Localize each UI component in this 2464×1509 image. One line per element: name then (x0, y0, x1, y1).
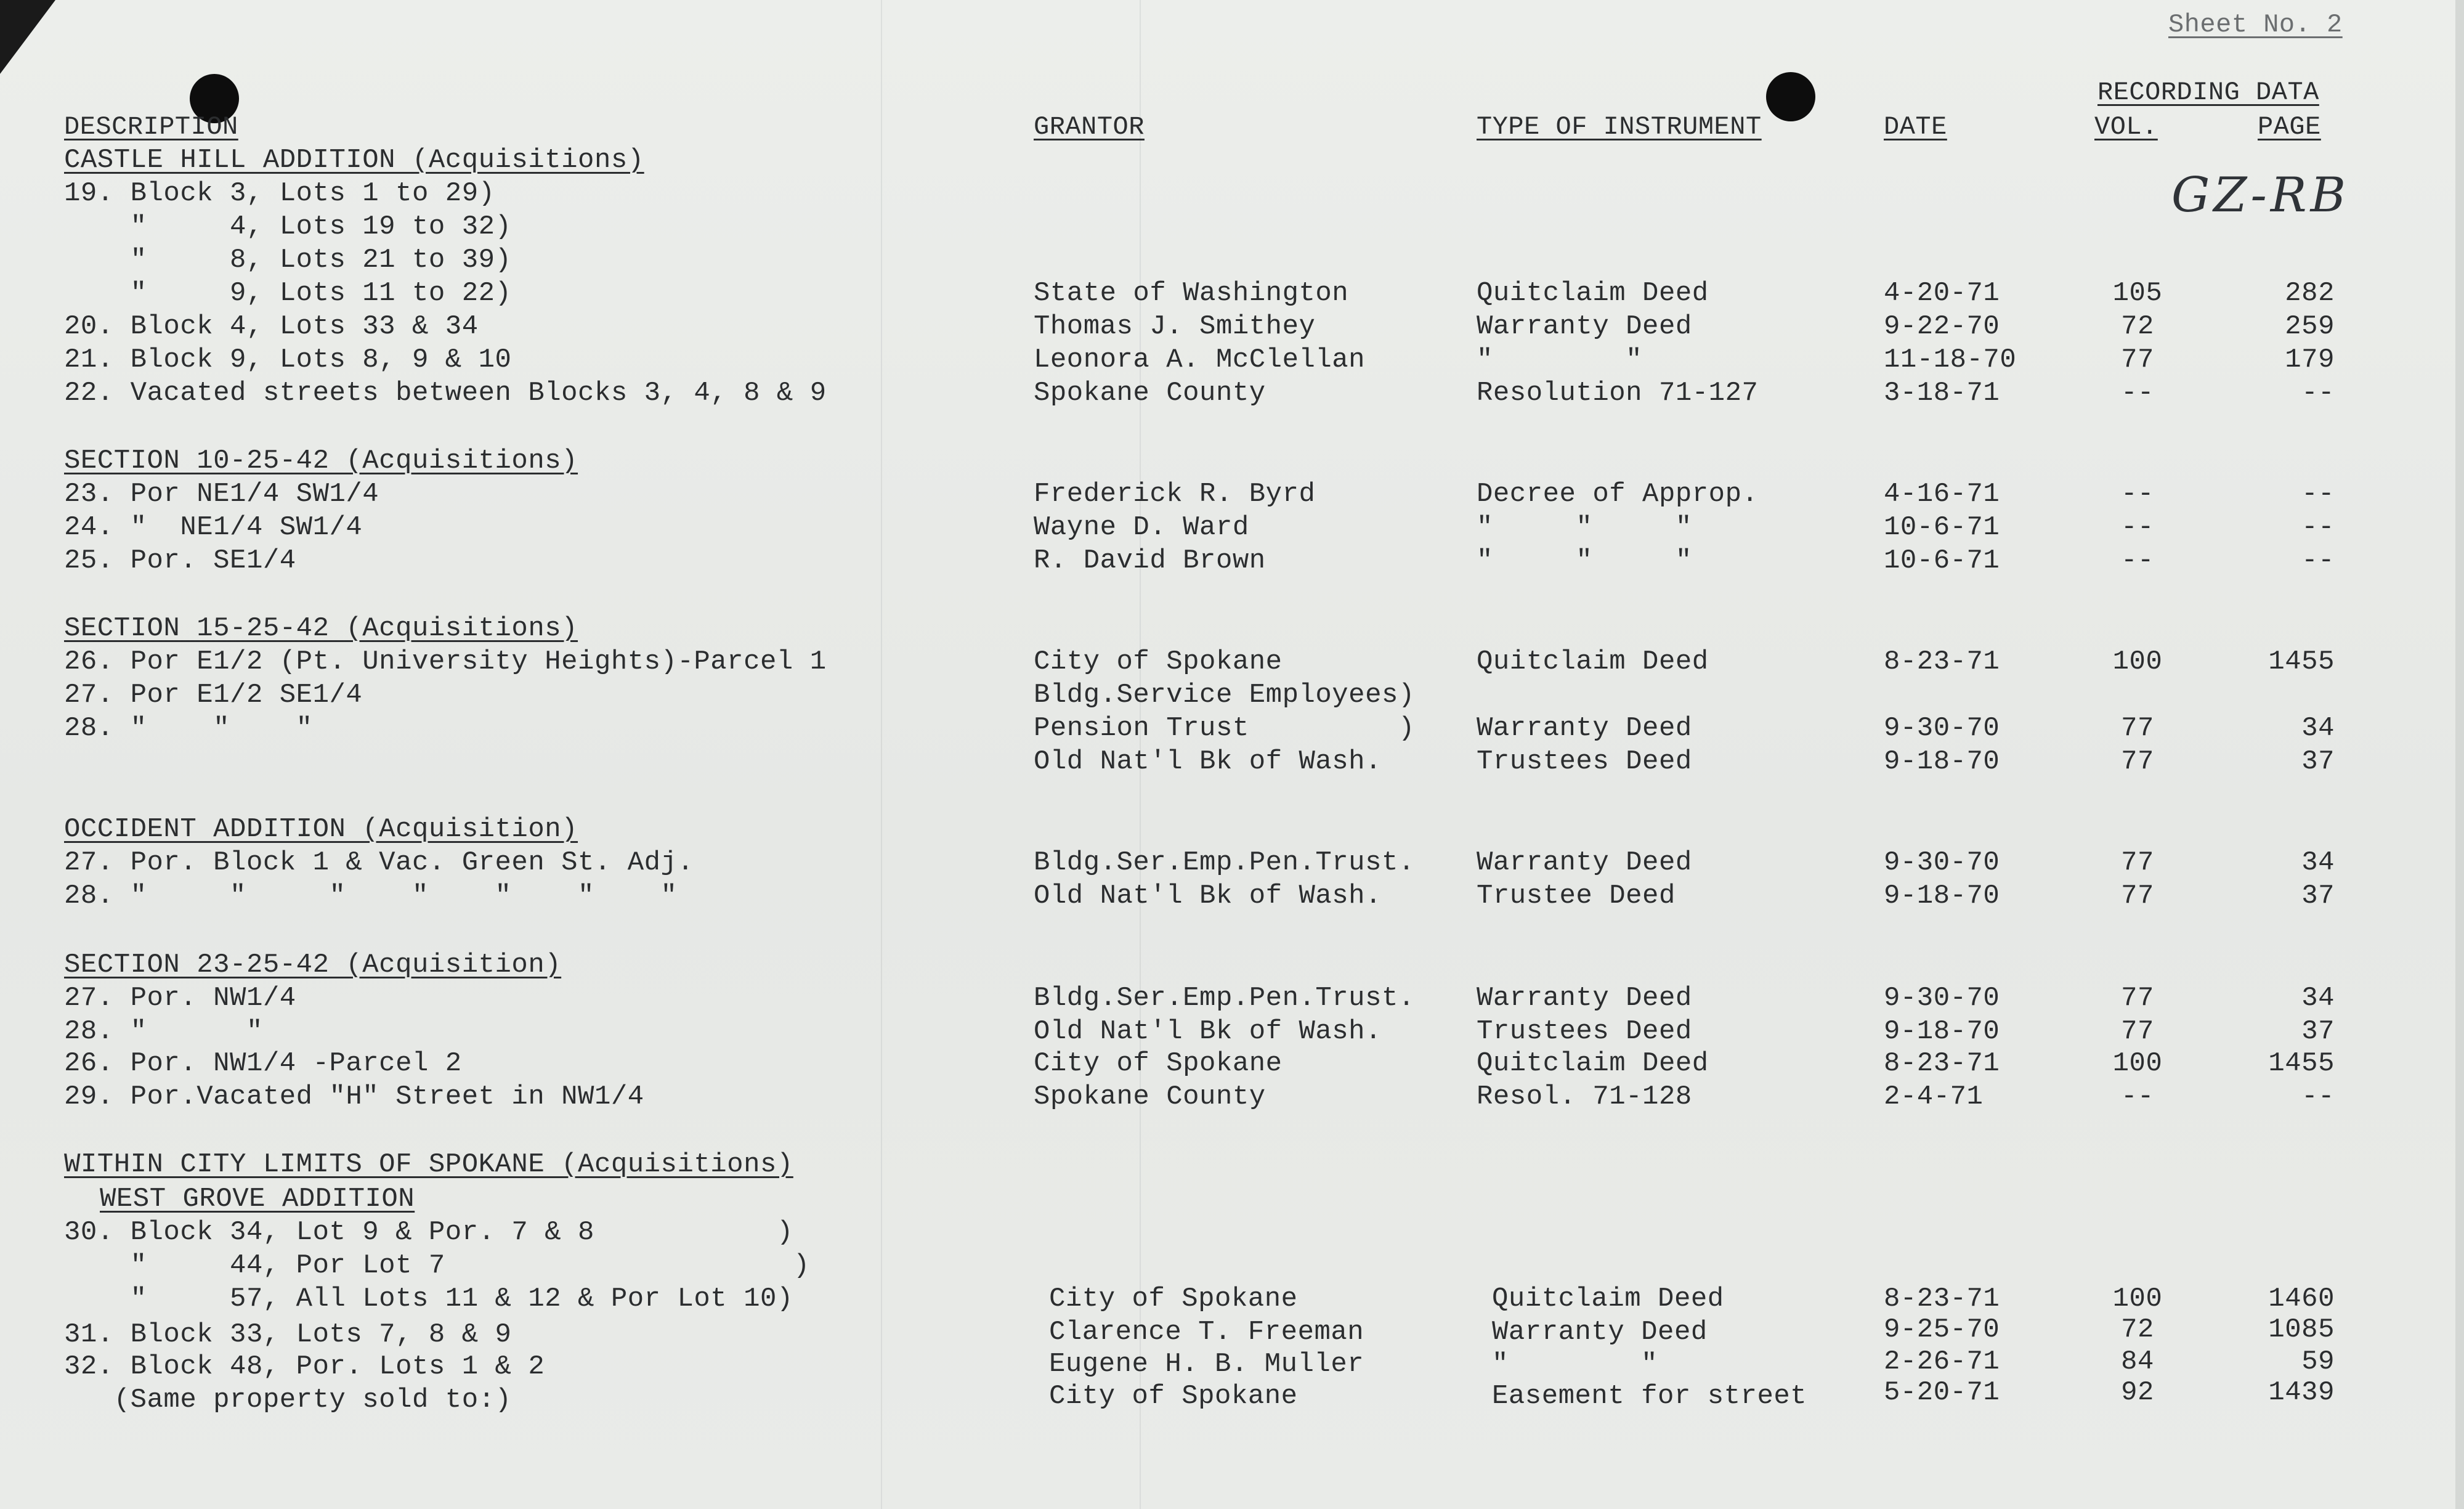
vol-cell: 77 (2121, 881, 2154, 911)
header-vol: VOL. (2094, 112, 2158, 142)
section-heading-occident: OCCIDENT ADDITION (Acquisition) (64, 814, 578, 845)
section-heading-section-15: SECTION 15-25-42 (Acquisitions) (64, 613, 578, 644)
description-line: " 57, All Lots 11 & 12 & Por Lot 10) (64, 1283, 793, 1314)
date-cell: 4-20-71 (1884, 278, 2000, 309)
instrument-cell: " " (1477, 344, 1643, 375)
page-cell: -- (2301, 512, 2335, 543)
date-cell: 8-23-71 (1884, 646, 2000, 677)
grantor-cell: Frederick R. Byrd (1034, 479, 1316, 510)
grantor-cell: State of Washington (1034, 278, 1349, 309)
page-cell: 1460 (2268, 1283, 2335, 1314)
date-cell: 9-18-70 (1884, 881, 2000, 911)
date-cell: 2-4-71 (1884, 1081, 1984, 1112)
vol-cell: 77 (2121, 1016, 2154, 1047)
date-cell: 3-18-71 (1884, 378, 2000, 409)
date-cell: 10-6-71 (1884, 512, 2000, 543)
punch-hole-right (1766, 72, 1815, 121)
instrument-cell: Resol. 71-128 (1477, 1081, 1692, 1112)
instrument-cell: Warranty Deed (1477, 983, 1692, 1014)
page-cell: 1439 (2268, 1377, 2335, 1408)
vol-cell: -- (2121, 378, 2154, 409)
description-line: 32. Block 48, Por. Lots 1 & 2 (64, 1351, 545, 1382)
grantor-cell: City of Spokane (1034, 1048, 1283, 1079)
description-line: 19. Block 3, Lots 1 to 29) (64, 178, 495, 209)
page-cell: 1085 (2268, 1314, 2335, 1345)
grantor-cell: Clarence T. Freeman (1049, 1317, 1364, 1348)
paper-edge (2455, 0, 2464, 1509)
page-cell: 37 (2301, 746, 2335, 777)
date-cell: 9-25-70 (1884, 1314, 2000, 1345)
grantor-cell: Bldg.Ser.Emp.Pen.Trust. (1034, 983, 1415, 1014)
vol-cell: -- (2121, 479, 2154, 510)
torn-corner (0, 0, 55, 74)
date-cell: 8-23-71 (1884, 1048, 2000, 1079)
description-line: 27. Por E1/2 SE1/4 (64, 680, 363, 710)
date-cell: 9-30-70 (1884, 983, 2000, 1014)
description-line: " 44, Por Lot 7 ) (64, 1250, 810, 1281)
subsection-heading-west-grove: WEST GROVE ADDITION (100, 1184, 415, 1214)
instrument-cell: Quitclaim Deed (1477, 278, 1709, 309)
vol-cell: 100 (2112, 646, 2163, 677)
sheet-number: Sheet No. 2 (2168, 10, 2343, 39)
page-cell: 34 (2301, 713, 2335, 744)
section-heading-section-23: SECTION 23-25-42 (Acquisition) (64, 950, 562, 980)
instrument-cell: Easement for street (1492, 1381, 1807, 1412)
grantor-cell: Bldg.Service Employees) (1034, 680, 1415, 710)
section-heading-castle-hill: CASTLE HILL ADDITION (Acquisitions) (64, 145, 644, 176)
page-cell: 282 (2285, 278, 2335, 309)
page-cell: 179 (2285, 344, 2335, 375)
header-date: DATE (1884, 112, 1947, 142)
page-cell: -- (2301, 1081, 2335, 1112)
vol-cell: -- (2121, 1081, 2154, 1112)
instrument-cell: Trustees Deed (1477, 1016, 1692, 1047)
description-line: 28. " " (64, 1016, 263, 1047)
page-cell: 34 (2301, 983, 2335, 1014)
vol-cell: 84 (2121, 1346, 2154, 1377)
date-cell: 5-20-71 (1884, 1377, 2000, 1408)
description-line: " 9, Lots 11 to 22) (64, 278, 512, 309)
instrument-cell: Decree of Approp. (1477, 479, 1759, 510)
description-line: 26. Por E1/2 (Pt. University Heights)-Parcel 1 (64, 646, 827, 677)
handwritten-note: GZ-RB (2171, 168, 2349, 223)
grantor-cell: City of Spokane (1049, 1283, 1298, 1314)
vol-cell: 72 (2121, 1314, 2154, 1345)
header-type-of-instrument: TYPE OF INSTRUMENT (1477, 112, 1762, 142)
date-cell: 9-30-70 (1884, 713, 2000, 744)
date-cell: 9-22-70 (1884, 311, 2000, 342)
grantor-cell: Thomas J. Smithey (1034, 311, 1316, 342)
page-cell: 59 (2301, 1346, 2335, 1377)
description-line: 27. Por. Block 1 & Vac. Green St. Adj. (64, 847, 694, 878)
instrument-cell: Quitclaim Deed (1477, 646, 1709, 677)
instrument-cell: Warranty Deed (1477, 847, 1692, 878)
page-cell: 34 (2301, 847, 2335, 878)
page-cell: 1455 (2268, 646, 2335, 677)
page-cell: 1455 (2268, 1048, 2335, 1079)
grantor-cell: City of Spokane (1049, 1381, 1298, 1412)
description-line: 20. Block 4, Lots 33 & 34 (64, 311, 479, 342)
instrument-cell: Quitclaim Deed (1492, 1283, 1724, 1314)
description-line: 21. Block 9, Lots 8, 9 & 10 (64, 344, 512, 375)
date-cell: 9-18-70 (1884, 1016, 2000, 1047)
instrument-cell: Warranty Deed (1477, 311, 1692, 342)
instrument-cell: " " (1492, 1349, 1658, 1380)
fold-line (881, 0, 882, 1509)
description-line: 30. Block 34, Lot 9 & Por. 7 & 8 ) (64, 1217, 793, 1248)
vol-cell: 77 (2121, 847, 2154, 878)
vol-cell: 92 (2121, 1377, 2154, 1408)
description-line: 26. Por. NW1/4 -Parcel 2 (64, 1048, 462, 1079)
description-line: 28. " " " " " " " (64, 881, 678, 911)
date-cell: 8-23-71 (1884, 1283, 2000, 1314)
description-line: 29. Por.Vacated "H" Street in NW1/4 (64, 1081, 644, 1112)
description-line: 25. Por. SE1/4 (64, 545, 296, 576)
date-cell: 2-26-71 (1884, 1346, 2000, 1377)
vol-cell: 77 (2121, 746, 2154, 777)
description-line: 31. Block 33, Lots 7, 8 & 9 (64, 1319, 512, 1350)
description-line: 24. " NE1/4 SW1/4 (64, 512, 363, 543)
vol-cell: -- (2121, 512, 2154, 543)
date-cell: 4-16-71 (1884, 479, 2000, 510)
description-line: 22. Vacated streets between Blocks 3, 4, 8 & 9 (64, 378, 827, 409)
page-cell: 259 (2285, 311, 2335, 342)
instrument-cell: Warranty Deed (1492, 1317, 1708, 1348)
page-cell: -- (2301, 479, 2335, 510)
date-cell: 9-30-70 (1884, 847, 2000, 878)
instrument-cell: Resolution 71-127 (1477, 378, 1759, 409)
header-page: PAGE (2258, 112, 2321, 142)
grantor-cell: Spokane County (1034, 1081, 1266, 1112)
instrument-cell: " " " (1477, 545, 1692, 576)
vol-cell: 77 (2121, 713, 2154, 744)
grantor-cell: Bldg.Ser.Emp.Pen.Trust. (1034, 847, 1415, 878)
vol-cell: 100 (2112, 1283, 2163, 1314)
grantor-cell: Leonora A. McClellan (1034, 344, 1366, 375)
instrument-cell: Trustees Deed (1477, 746, 1692, 777)
grantor-cell: Eugene H. B. Muller (1049, 1349, 1364, 1380)
instrument-cell: Trustee Deed (1477, 881, 1676, 911)
vol-cell: -- (2121, 545, 2154, 576)
header-grantor: GRANTOR (1034, 112, 1145, 142)
header-description: DESCRIPTION (64, 112, 238, 142)
instrument-cell: Warranty Deed (1477, 713, 1692, 744)
grantor-cell: City of Spokane (1034, 646, 1283, 677)
section-heading-section-10: SECTION 10-25-42 (Acquisitions) (64, 445, 578, 476)
grantor-cell: Wayne D. Ward (1034, 512, 1249, 543)
header-recording-data: RECORDING DATA (2097, 78, 2319, 107)
grantor-cell: Old Nat'l Bk of Wash. (1034, 746, 1382, 777)
date-cell: 9-18-70 (1884, 746, 2000, 777)
grantor-cell: R. David Brown (1034, 545, 1266, 576)
description-line: 23. Por NE1/4 SW1/4 (64, 479, 379, 510)
vol-cell: 100 (2112, 1048, 2163, 1079)
instrument-cell: " " " (1477, 512, 1692, 543)
instrument-cell: Quitclaim Deed (1477, 1048, 1709, 1079)
page-cell: 37 (2301, 1016, 2335, 1047)
page-cell: -- (2301, 545, 2335, 576)
description-line: 28. " " " (64, 713, 313, 744)
section-heading-city-limits: WITHIN CITY LIMITS OF SPOKANE (Acquisitions) (64, 1149, 793, 1180)
vol-cell: 105 (2112, 278, 2163, 309)
description-line: (Same property sold to:) (64, 1385, 512, 1415)
grantor-cell: Old Nat'l Bk of Wash. (1034, 881, 1382, 911)
page-cell: 37 (2301, 881, 2335, 911)
date-cell: 11-18-70 (1884, 344, 2017, 375)
page-cell: -- (2301, 378, 2335, 409)
date-cell: 10-6-71 (1884, 545, 2000, 576)
description-line: " 4, Lots 19 to 32) (64, 211, 512, 242)
description-line: " 8, Lots 21 to 39) (64, 245, 512, 275)
grantor-cell: Pension Trust ) (1034, 713, 1415, 744)
vol-cell: 72 (2121, 311, 2154, 342)
grantor-cell: Old Nat'l Bk of Wash. (1034, 1016, 1382, 1047)
grantor-cell: Spokane County (1034, 378, 1266, 409)
description-line: 27. Por. NW1/4 (64, 983, 296, 1014)
vol-cell: 77 (2121, 983, 2154, 1014)
vol-cell: 77 (2121, 344, 2154, 375)
